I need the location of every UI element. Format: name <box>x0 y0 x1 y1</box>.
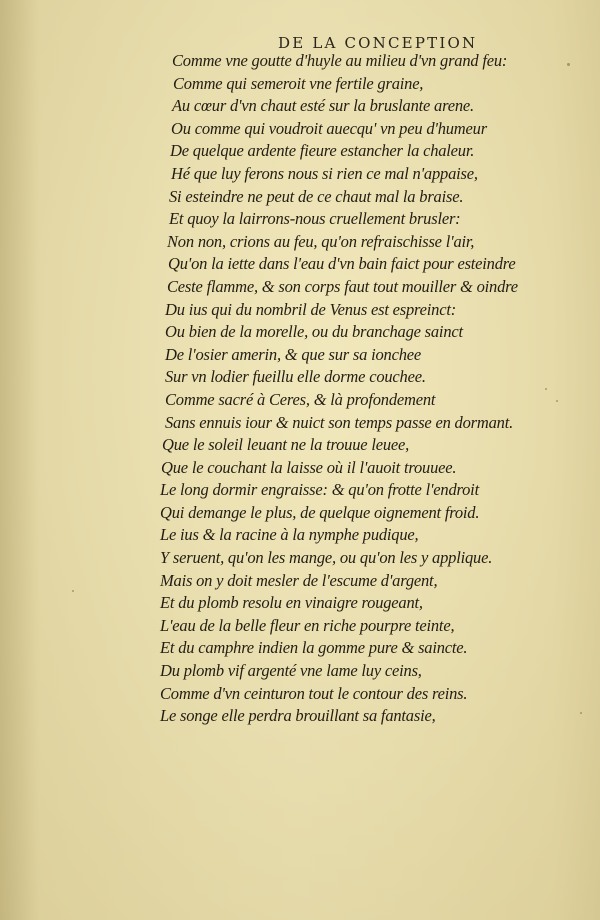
verse-line: Du plomb vif argenté vne lame luy ceins, <box>160 661 422 681</box>
verse-line: De l'osier amerin, & que sur sa ionchee <box>165 344 422 364</box>
verse-line: Comme sacré à Ceres, & là profondement <box>165 389 436 409</box>
verse-line: Si esteindre ne peut de ce chaut mal la braise. <box>169 186 464 206</box>
verse-line: Ceste flamme, & son corps faut tout mouiller & oindre <box>167 276 518 296</box>
paper-speck <box>545 388 547 390</box>
verse-line: Ou bien de la morelle, ou du branchage sainct <box>165 322 463 342</box>
paper-speck <box>556 400 558 402</box>
verse-line: Qui demange le plus, de quelque oignement froid. <box>160 502 480 522</box>
verse-line: Non non, crions au feu, qu'on refraischisse l'air, <box>167 231 475 251</box>
running-head: DE LA CONCEPTION <box>278 34 478 52</box>
verse-line: Du ius qui du nombril de Venus est espreinct: <box>165 299 457 319</box>
verse-line: Et du camphre indien la gomme pure & saincte. <box>160 638 468 658</box>
verse-line: Qu'on la iette dans l'eau d'vn bain faict pour esteindre <box>168 254 516 274</box>
verse-line: Y seruent, qu'on les mange, ou qu'on les y applique. <box>160 548 493 568</box>
verse-line: Comme qui semeroit vne fertile graine, <box>173 73 424 93</box>
verse-line: Le long dormir engraisse: & qu'on frotte l'endroit <box>160 480 479 500</box>
verse-line: Le songe elle perdra brouillant sa fantasie, <box>160 706 436 726</box>
verse-line: Comme d'vn ceinturon tout le contour des reins. <box>160 683 468 703</box>
paper-speck <box>580 712 582 714</box>
page-edge-shadow <box>0 0 40 920</box>
verse-line: Que le soleil leuant ne la trouue leuee, <box>162 435 410 455</box>
verse-line: Mais on y doit mesler de l'escume d'argent, <box>160 570 438 590</box>
verse-line: Sans ennuis iour & nuict son temps passe en dormant. <box>165 412 514 432</box>
verse-line: Ou comme qui voudroit auecqu' vn peu d'humeur <box>171 118 487 138</box>
verse-line: De quelque ardente fieure estancher la chaleur. <box>170 141 475 161</box>
verse-line: L'eau de la belle fleur en riche pourpre teinte, <box>160 615 455 635</box>
verse-line: Hé que luy ferons nous si rien ce mal n'appaise, <box>171 163 478 183</box>
verse-block <box>160 50 580 728</box>
verse-line: Et du plomb resolu en vinaigre rougeant, <box>160 593 423 613</box>
verse-line: Au cœur d'vn chaut esté sur la bruslante arene. <box>172 96 474 116</box>
paper-speck <box>567 63 570 66</box>
verse-line: Le ius & la racine à la nymphe pudique, <box>160 525 419 545</box>
verse-line: Et quoy la lairrons-nous cruellement brusler: <box>169 209 461 229</box>
verse-line: Que le couchant la laisse où il l'auoit trouuee. <box>161 457 457 477</box>
paper-speck <box>72 590 74 592</box>
verse-line: Sur vn lodier fueillu elle dorme couchee. <box>165 367 426 387</box>
verse-line: Comme vne goutte d'huyle au milieu d'vn grand feu: <box>172 51 508 70</box>
